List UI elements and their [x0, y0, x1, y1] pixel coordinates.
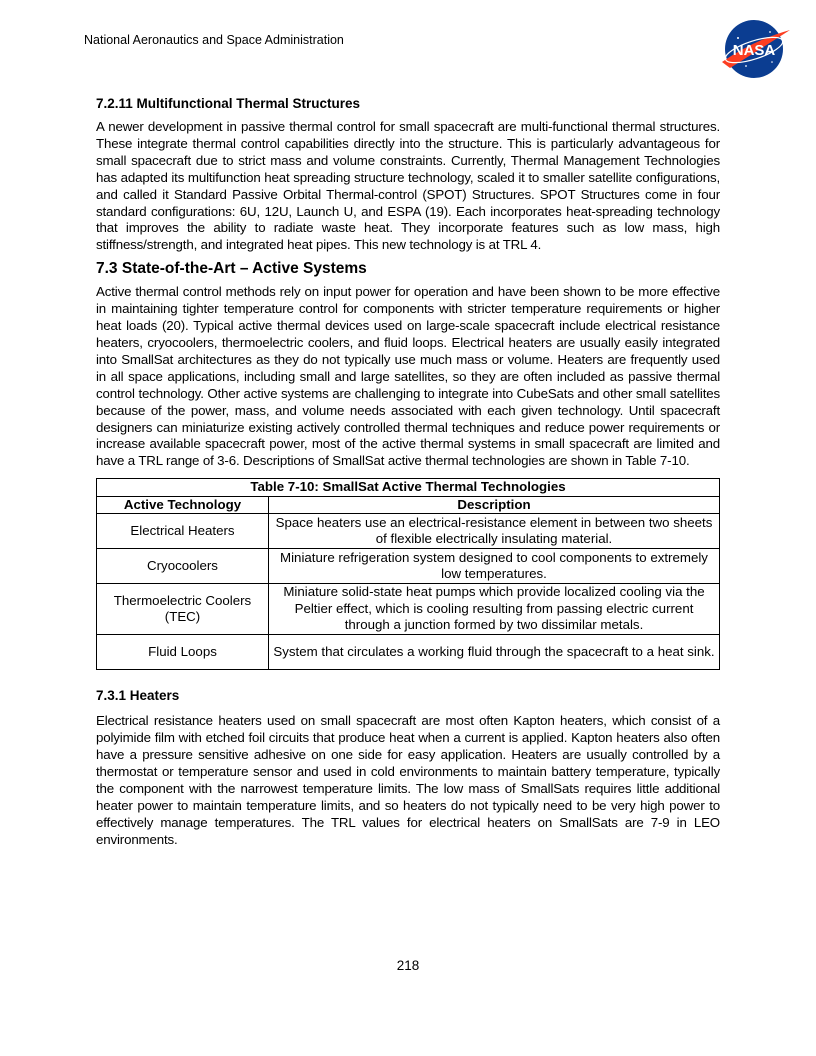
- table-row: [97, 635, 720, 670]
- main-content: [96, 96, 720, 854]
- table-cell-desc: Space heaters use an electrical-resistance element in between two sheets of flexible electrically insulating material.: [269, 514, 720, 549]
- table-cell-desc: Miniature refrigeration system designed to cool components to extremely low temperatures.: [269, 549, 720, 584]
- paragraph-7-3-1: Electrical resistance heaters used on small spacecraft are most often Kapton heaters, which consist of a polyimide film with etched foil circuits that produce heat when a current is applied. Kapton heaters also often have a pressure sensitive adhesive on one side for easy application. Heaters are usually controlled by a thermostat or temperature sensor and used in cold environments to maintain battery temperature, typically the component with the narrowest temperature limits. The low mass of SmallSats requires little additional heater power to maintain temperature limits, and so heaters do not typically need to be very high power to effectively manage temperatures. The TRL values for electrical heaters on SmallSats are 7-9 in LEO environments.: [96, 713, 720, 847]
- nasa-logo-text: NASA: [732, 42, 776, 59]
- heading-7-3: 7.3 State-of-the-Art – Active Systems: [96, 260, 367, 278]
- table-cell-tech: Cryocoolers: [97, 549, 269, 584]
- table-caption: Table 7-10: SmallSat Active Thermal Technologies: [97, 479, 720, 497]
- table-row: [97, 584, 720, 635]
- active-thermal-table: [96, 478, 720, 670]
- heading-7-3-1: 7.3.1 Heaters: [96, 688, 180, 704]
- nasa-logo: [716, 18, 792, 80]
- table-row: [97, 549, 720, 584]
- table-header-technology: Active Technology: [97, 496, 269, 514]
- table-row: [97, 514, 720, 549]
- table-cell-desc: Miniature solid-state heat pumps which provide localized cooling via the Peltier effect, which is cooling resulting from passing electric current through a junction formed by two dissimilar metals.: [269, 584, 720, 635]
- table-cell-tech: Fluid Loops: [97, 635, 269, 670]
- table-cell-tech: Thermoelectric Coolers (TEC): [97, 584, 269, 635]
- table-header-description: Description: [269, 496, 720, 514]
- paragraph-7-3: Active thermal control methods rely on input power for operation and have been shown to be more effective in maintaining tighter temperature control for components with stricter temperature requirements or higher heat loads (20). Typical active thermal devices used on large-scale spacecraft include electrical resistance heaters, cryocoolers, thermoelectric coolers, and fluid loops. Electrical heaters are usually easily integrated into SmallSat architectures as they do not typically use much mass or volume. Heaters are frequently used in all space applications, including small and large satellites, so they are often included as passive thermal control technology. Other active systems are challenging to integrate into CubeSats and other small satellites because of the power, mass, and volume needs associated with each given technology. Until spacecraft designers can miniaturize existing actively controlled thermal techniques and reduce power requirements or increase available spacecraft power, most of the active thermal systems in small spacecraft are limited and have a TRL range of 3-6. Descriptions of SmallSat active thermal technologies are shown in Table 7-10.: [96, 284, 720, 469]
- table-cell-desc: System that circulates a working fluid through the spacecraft to a heat sink.: [269, 635, 720, 670]
- paragraph-7-2-11: A newer development in passive thermal control for small spacecraft are multi-functional thermal structures. These integrate thermal control capabilities directly into the structure. This is particularly advantageous for small spacecraft due to strict mass and volume constraints. Currently, Thermal Management Technologies has adapted its multifunction heat spreading structure technology, scaled it to smaller satellite configurations, and called it Standard Passive Orbital Thermal-control (SPOT) Structures. SPOT Structures come in four standard configurations: 6U, 12U, Launch U, and ESPA (19). Each incorporates heat-spreading technology that improves the ability to radiate waste heat. They incorporate features such as low mass, high stiffness/strength, and integrated heat pipes. This new technology is at TRL 4.: [96, 119, 720, 253]
- heading-7-2-11: 7.2.11 Multifunctional Thermal Structures: [96, 96, 361, 111]
- page-number: 218: [396, 958, 420, 973]
- header-organization: National Aeronautics and Space Administration: [84, 33, 344, 47]
- table-cell-tech: Electrical Heaters: [97, 514, 269, 549]
